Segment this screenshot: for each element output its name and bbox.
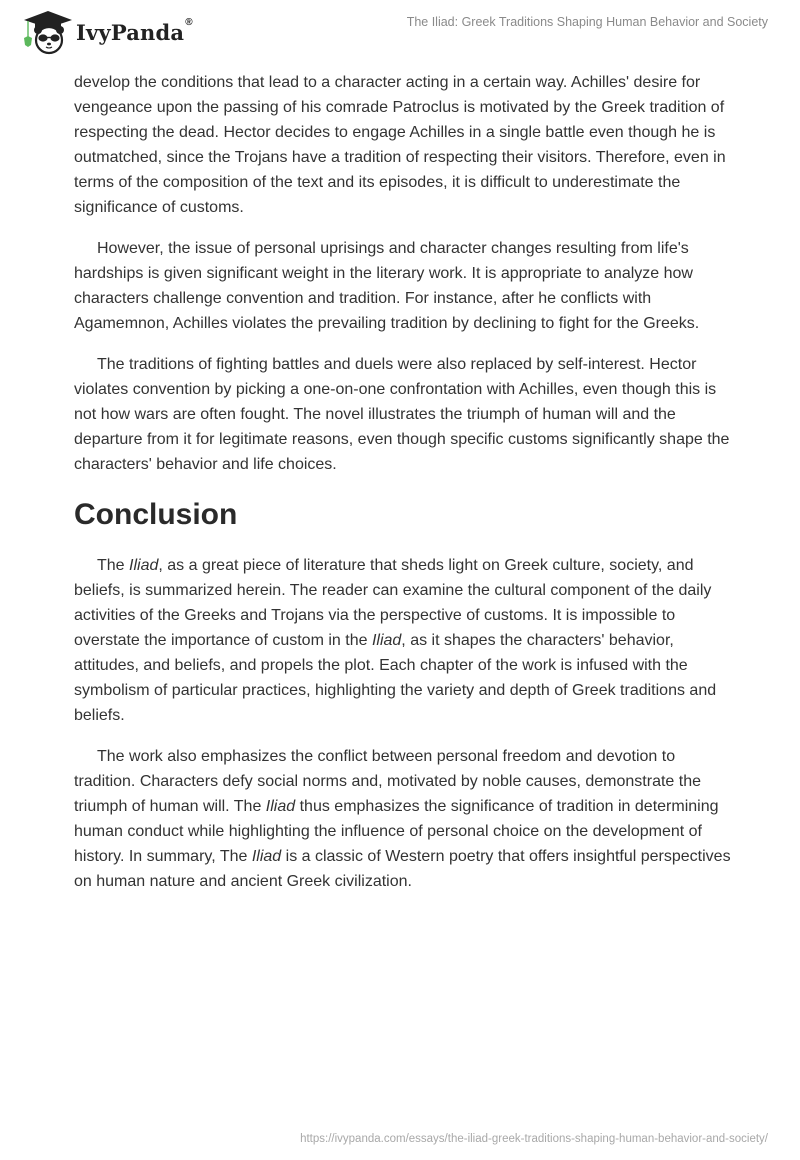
conclusion-heading: Conclusion: [74, 498, 238, 531]
book-title-italic: Iliad: [251, 848, 282, 865]
footer-source-url[interactable]: https://ivypanda.com/essays/the-iliad-greek-traditions-shaping-human-behavior-and-society/: [300, 1133, 768, 1145]
registered-mark: ®: [185, 16, 193, 28]
text-segment: , as a great piece of literature that sheds light on Greek culture, society, and beliefs, is summarized herein. The reader can examine the cultural component of the daily activities of the Greeks and Trojans via the perspective of customs. It is impossible to overstate the importance of custom in the: [74, 557, 712, 649]
paragraph: However, the issue of personal uprisings and character changes resulting from life's hardships is given significant weight in the literary work. It is appropriate to analyze how characters challenge convention and tradition. For instance, after he conflicts with Agamemnon, Achilles violates the prevailing tradition by declining to fight for the Greeks.: [74, 240, 700, 332]
text-segment: is a classic of Western poetry that offers insightful perspectives on human nature and ancient Greek civilization.: [74, 848, 731, 890]
text-segment: The work also emphasizes the conflict between personal freedom and devotion to tradition. Characters defy social norms and, motivated by noble causes, demonstrate the triumph of human will. The: [74, 748, 701, 815]
book-title-italic: Iliad: [129, 557, 159, 574]
book-title-italic: Iliad: [265, 798, 296, 815]
paragraph: The traditions of fighting battles and duels were also replaced by self-interest. Hector violates convention by picking a one-on-one confrontation with Achilles, even though this is not how wars are often fought. The novel illustrates the triumph of human will and the departure from it for legitimate reasons, even though specific customs significantly shape the characters' behavior and life choices.: [74, 356, 730, 473]
page-header: [0, 0, 800, 60]
document-title: The Iliad: Greek Traditions Shaping Human Behavior and Society: [406, 15, 768, 29]
logo-brand-text: IvyPanda®: [76, 16, 193, 45]
paragraph-continued: develop the conditions that lead to a character acting in a certain way. Achilles' desire for vengeance upon the passing of his comrade Patroclus is motivated by the Greek tradition of respecting the dead. Hector decides to engage Achilles in a single battle even though he is outmatched, since the Trojans have a tradition of respecting their visitors. Therefore, even in terms of the composition of the text and its episodes, it is difficult to underestimate the significance of customs.: [74, 74, 726, 216]
text-segment: , as it shapes the characters' behavior, attitudes, and beliefs, and propels the plot. Each chapter of the work is infused with the symbolism of particular practices, highlighting the variety and depth of Greek traditions and beliefs.: [74, 632, 717, 724]
book-title-italic: Iliad: [371, 632, 402, 649]
conclusion-paragraph: [74, 553, 734, 728]
text-segment: The: [97, 557, 130, 574]
conclusion-paragraph: [74, 744, 734, 894]
ivypanda-logo[interactable]: [18, 7, 193, 55]
panda-graduation-cap-icon: [18, 7, 74, 55]
text-segment: thus emphasizes the significance of tradition in determining human conduct while highlighting the influence of personal choice on the development of history. In summary, The: [74, 798, 719, 865]
essay-content: [74, 70, 734, 910]
